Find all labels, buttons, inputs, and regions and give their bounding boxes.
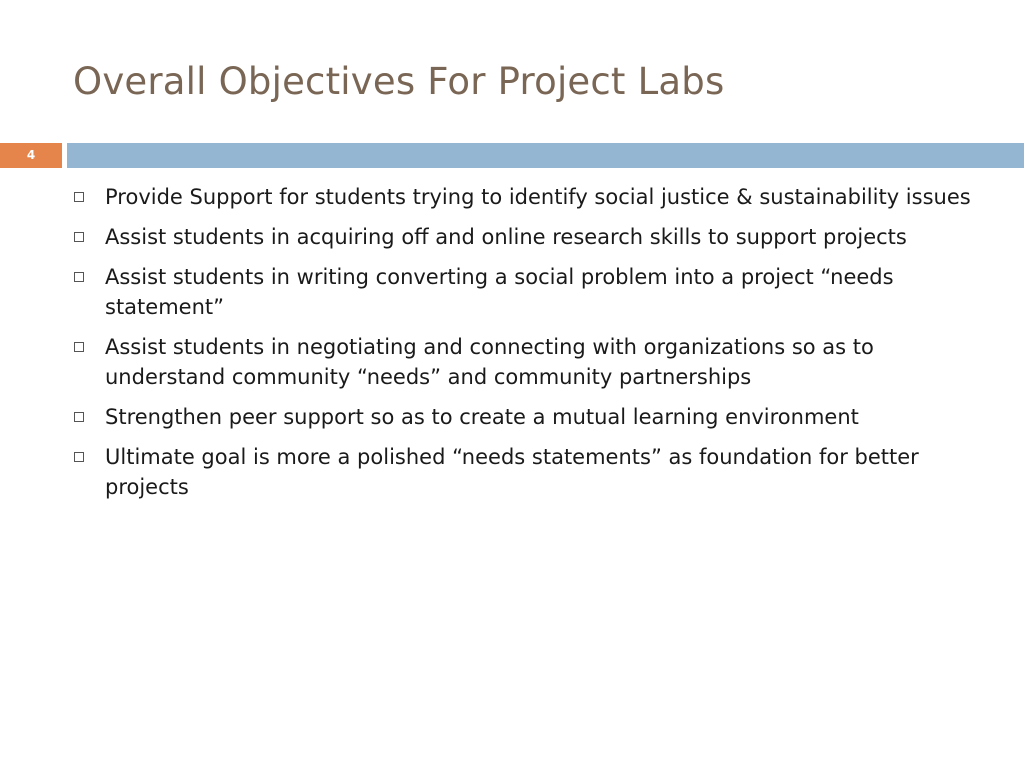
slide-title: Overall Objectives For Project Labs [73, 60, 725, 103]
hollow-square-bullet-icon [74, 412, 84, 422]
bullet-text: Assist students in writing converting a social problem into a project “needs statement” [105, 265, 894, 319]
bullet-text: Strengthen peer support so as to create a mutual learning environment [105, 405, 859, 429]
bullet-text: Assist students in acquiring off and online research skills to support projects [105, 225, 907, 249]
bullet-text: Assist students in negotiating and connecting with organizations so as to understand community “needs” and community partnerships [105, 335, 874, 389]
bullet-item [74, 402, 994, 432]
bullet-item [74, 262, 994, 322]
bullet-item [74, 332, 994, 392]
bullet-text: Ultimate goal is more a polished “needs statements” as foundation for better projects [105, 445, 919, 499]
slide-number: 4 [26, 148, 36, 162]
bullet-list [74, 182, 994, 512]
bullet-item [74, 222, 994, 252]
hollow-square-bullet-icon [74, 272, 84, 282]
hollow-square-bullet-icon [74, 452, 84, 462]
hollow-square-bullet-icon [74, 192, 84, 202]
hollow-square-bullet-icon [74, 342, 84, 352]
bullet-item [74, 182, 994, 212]
header-divider-band [67, 143, 1024, 168]
bullet-text: Provide Support for students trying to identify social justice & sustainability issues [105, 185, 971, 209]
bullet-item [74, 442, 994, 502]
hollow-square-bullet-icon [74, 232, 84, 242]
